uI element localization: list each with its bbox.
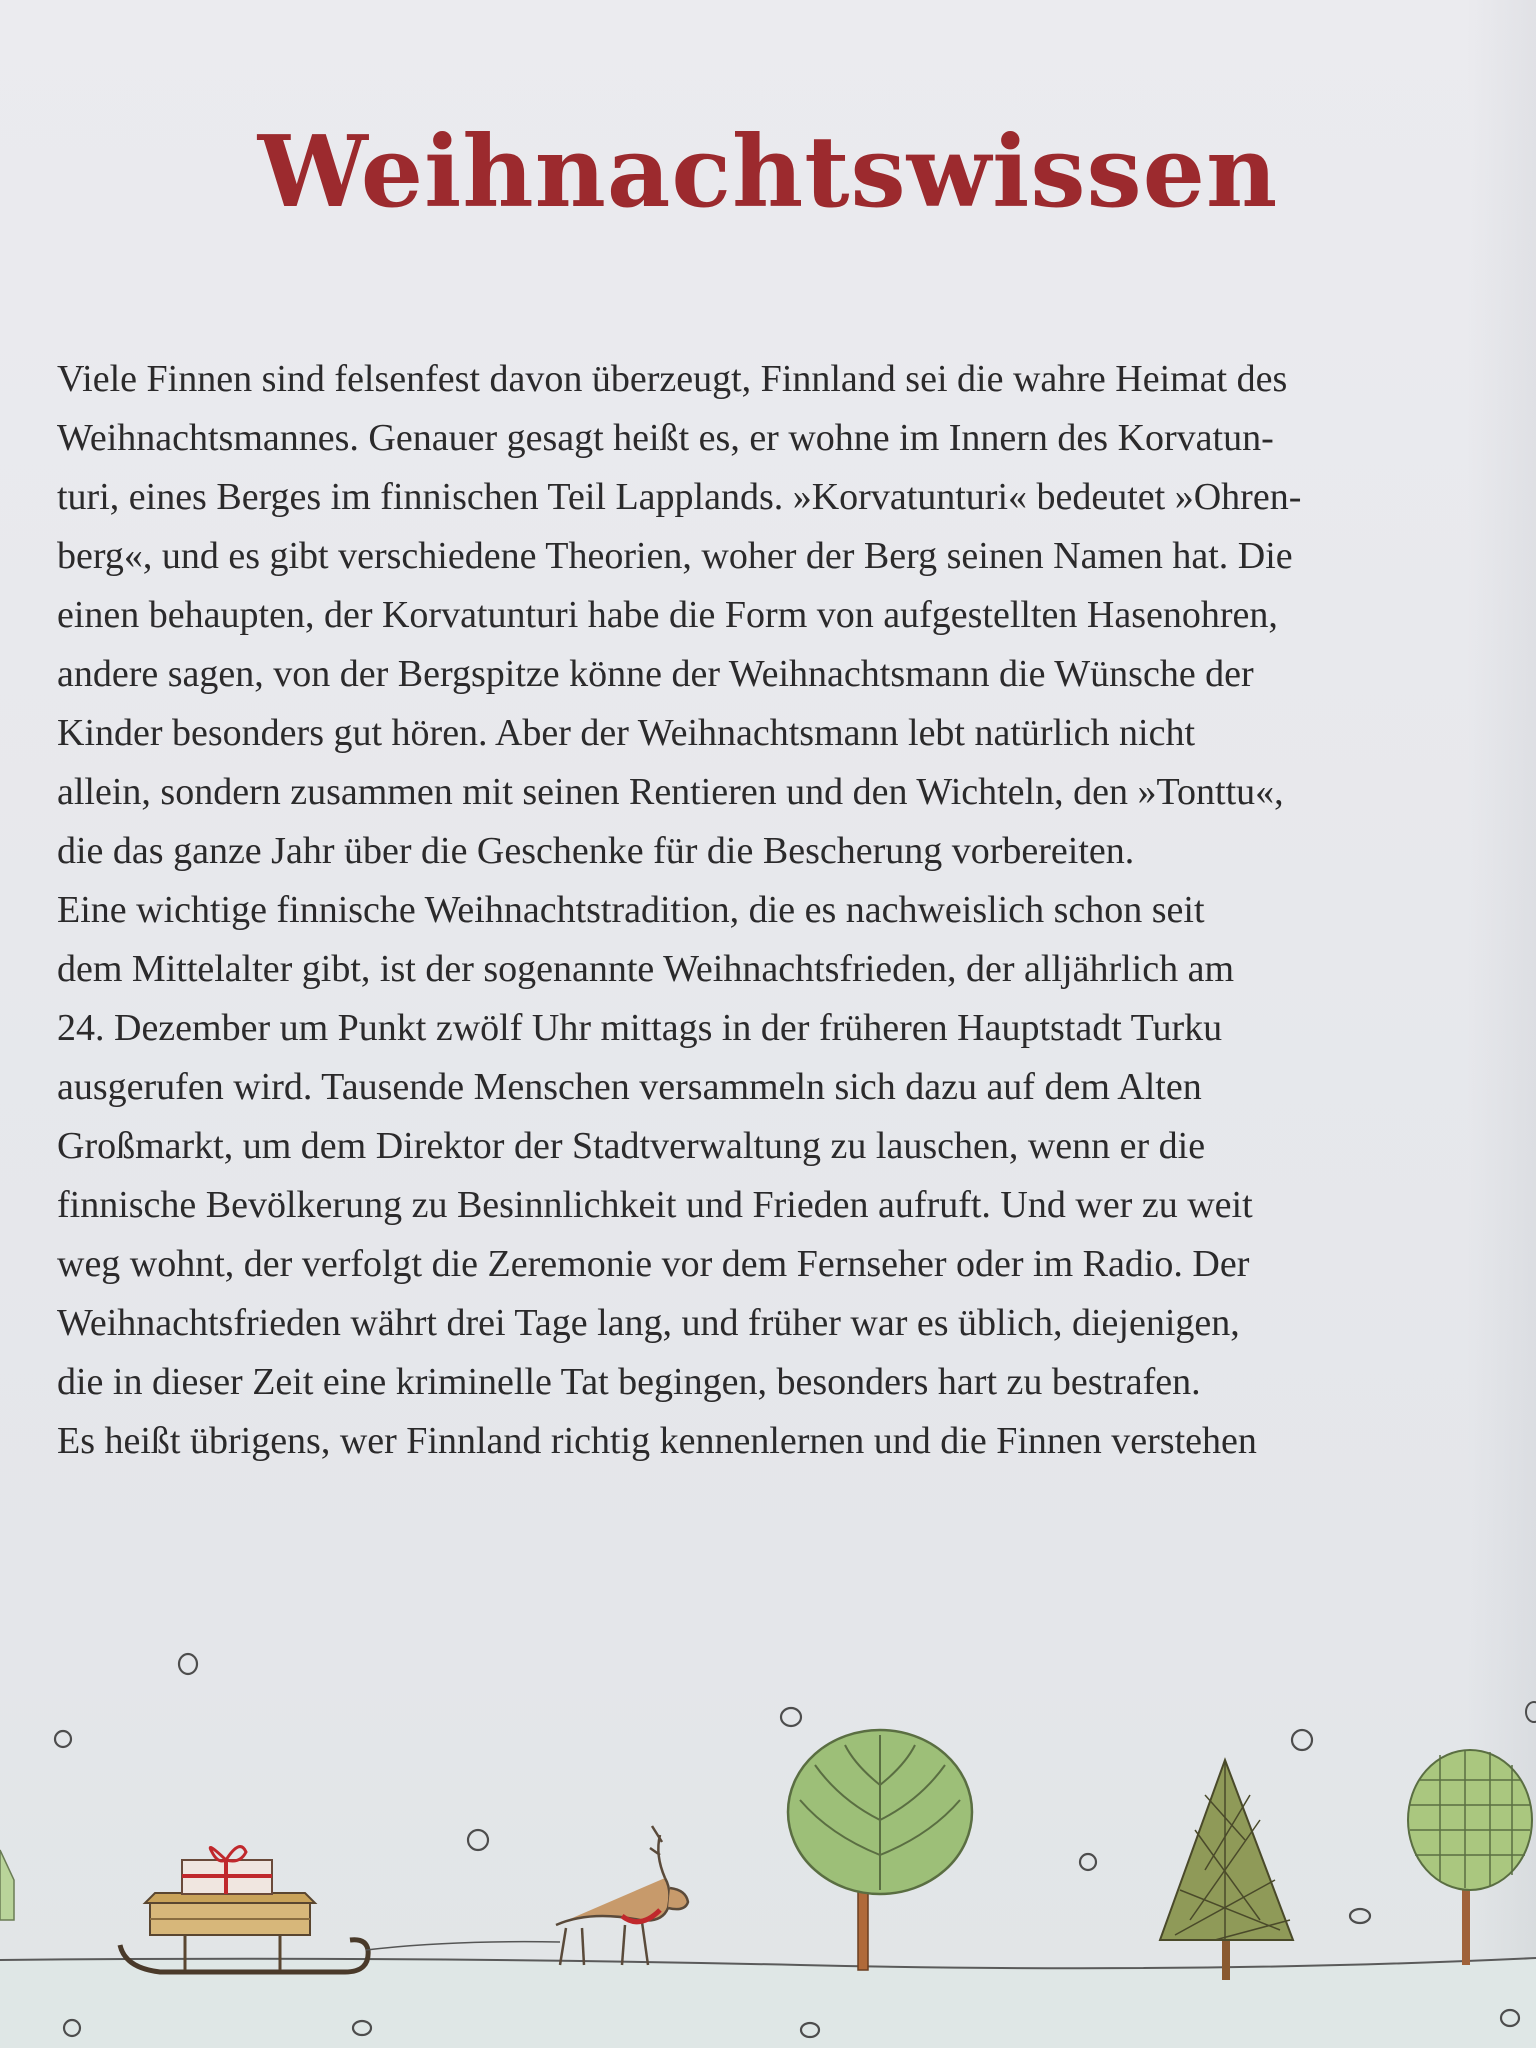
text-line: einen behaupten, der Korvatunturi habe die Form von aufgestellten Hasenohren,: [57, 594, 1278, 636]
text-line: dem Mittelalter gibt, ist der sogenannte Weihnachtsfrieden, der alljährlich am: [57, 948, 1235, 990]
snowflake-icon: [781, 1708, 801, 1726]
snowflake-icon: [1350, 1909, 1370, 1923]
reins: [366, 1942, 560, 1950]
winter-scene-illustration: [0, 1620, 1536, 2048]
snowflake-icon: [1526, 1702, 1536, 1722]
text-line: allein, sondern zusammen mit seinen Rentieren und den Wichteln, den »Tonttu«,: [57, 771, 1284, 813]
text-line: Weihnachtsmannes. Genauer gesagt heißt es, er wohne im Innern des Korvatun-: [57, 417, 1274, 459]
text-line: Es heißt übrigens, wer Finnland richtig kennenlernen und die Finnen verstehen: [57, 1420, 1257, 1462]
reindeer-icon: [556, 1826, 688, 1965]
gift-icon: [182, 1847, 272, 1894]
tree-edge-left-icon: [0, 1850, 14, 1920]
sleigh-icon: [120, 1847, 368, 1972]
snowflake-icon: [179, 1654, 197, 1674]
text-line: ausgerufen wird. Tausende Menschen versammeln sich dazu auf dem Alten: [57, 1066, 1202, 1108]
text-line: Kinder besonders gut hören. Aber der Weihnachtsmann lebt natürlich nicht: [57, 712, 1196, 754]
text-line: Eine wichtige finnische Weihnachtstradition, die es nachweislich schon seit: [57, 889, 1205, 931]
text-line: weg wohnt, der verfolgt die Zeremonie vor dem Fernseher oder im Radio. Der: [57, 1243, 1250, 1285]
snowflake-icon: [1292, 1730, 1312, 1750]
body-paragraph: [57, 350, 1477, 1471]
snowflake-icon: [468, 1830, 488, 1850]
snowflake-icon: [1080, 1854, 1096, 1870]
page-title: Weihnachtswissen: [257, 115, 1279, 230]
snowflake-icon: [55, 1731, 71, 1747]
text-line: finnische Bevölkerung zu Besinnlichkeit und Frieden aufruft. Und wer zu weit: [57, 1184, 1253, 1226]
round-tree-icon: [788, 1730, 972, 1970]
text-line: die das ganze Jahr über die Geschenke für die Bescherung vorbereiten.: [57, 830, 1135, 872]
text-line: die in dieser Zeit eine kriminelle Tat begingen, besonders hart zu bestrafen.: [57, 1361, 1201, 1403]
text-line: 24. Dezember um Punkt zwölf Uhr mittags in der früheren Hauptstadt Turku: [57, 1007, 1223, 1049]
text-line: Viele Finnen sind felsenfest davon überzeugt, Finnland sei die wahre Heimat des: [57, 358, 1288, 400]
grid-tree-icon: [1408, 1750, 1532, 1965]
text-line: berg«, und es gibt verschiedene Theorien, woher der Berg seinen Namen hat. Die: [57, 535, 1293, 577]
text-line: Großmarkt, um dem Direktor der Stadtverwaltung zu lauschen, wenn er die: [57, 1125, 1206, 1167]
pine-tree-icon: [1160, 1760, 1293, 1980]
text-line: Weihnachtsfrieden währt drei Tage lang, und früher war es üblich, diejenigen,: [57, 1302, 1240, 1344]
text-line: andere sagen, von der Bergspitze könne der Weihnachtsmann die Wünsche der: [57, 653, 1254, 695]
text-line: turi, eines Berges im finnischen Teil Lapplands. »Korvatunturi« bedeutet »Ohren-: [57, 476, 1302, 518]
